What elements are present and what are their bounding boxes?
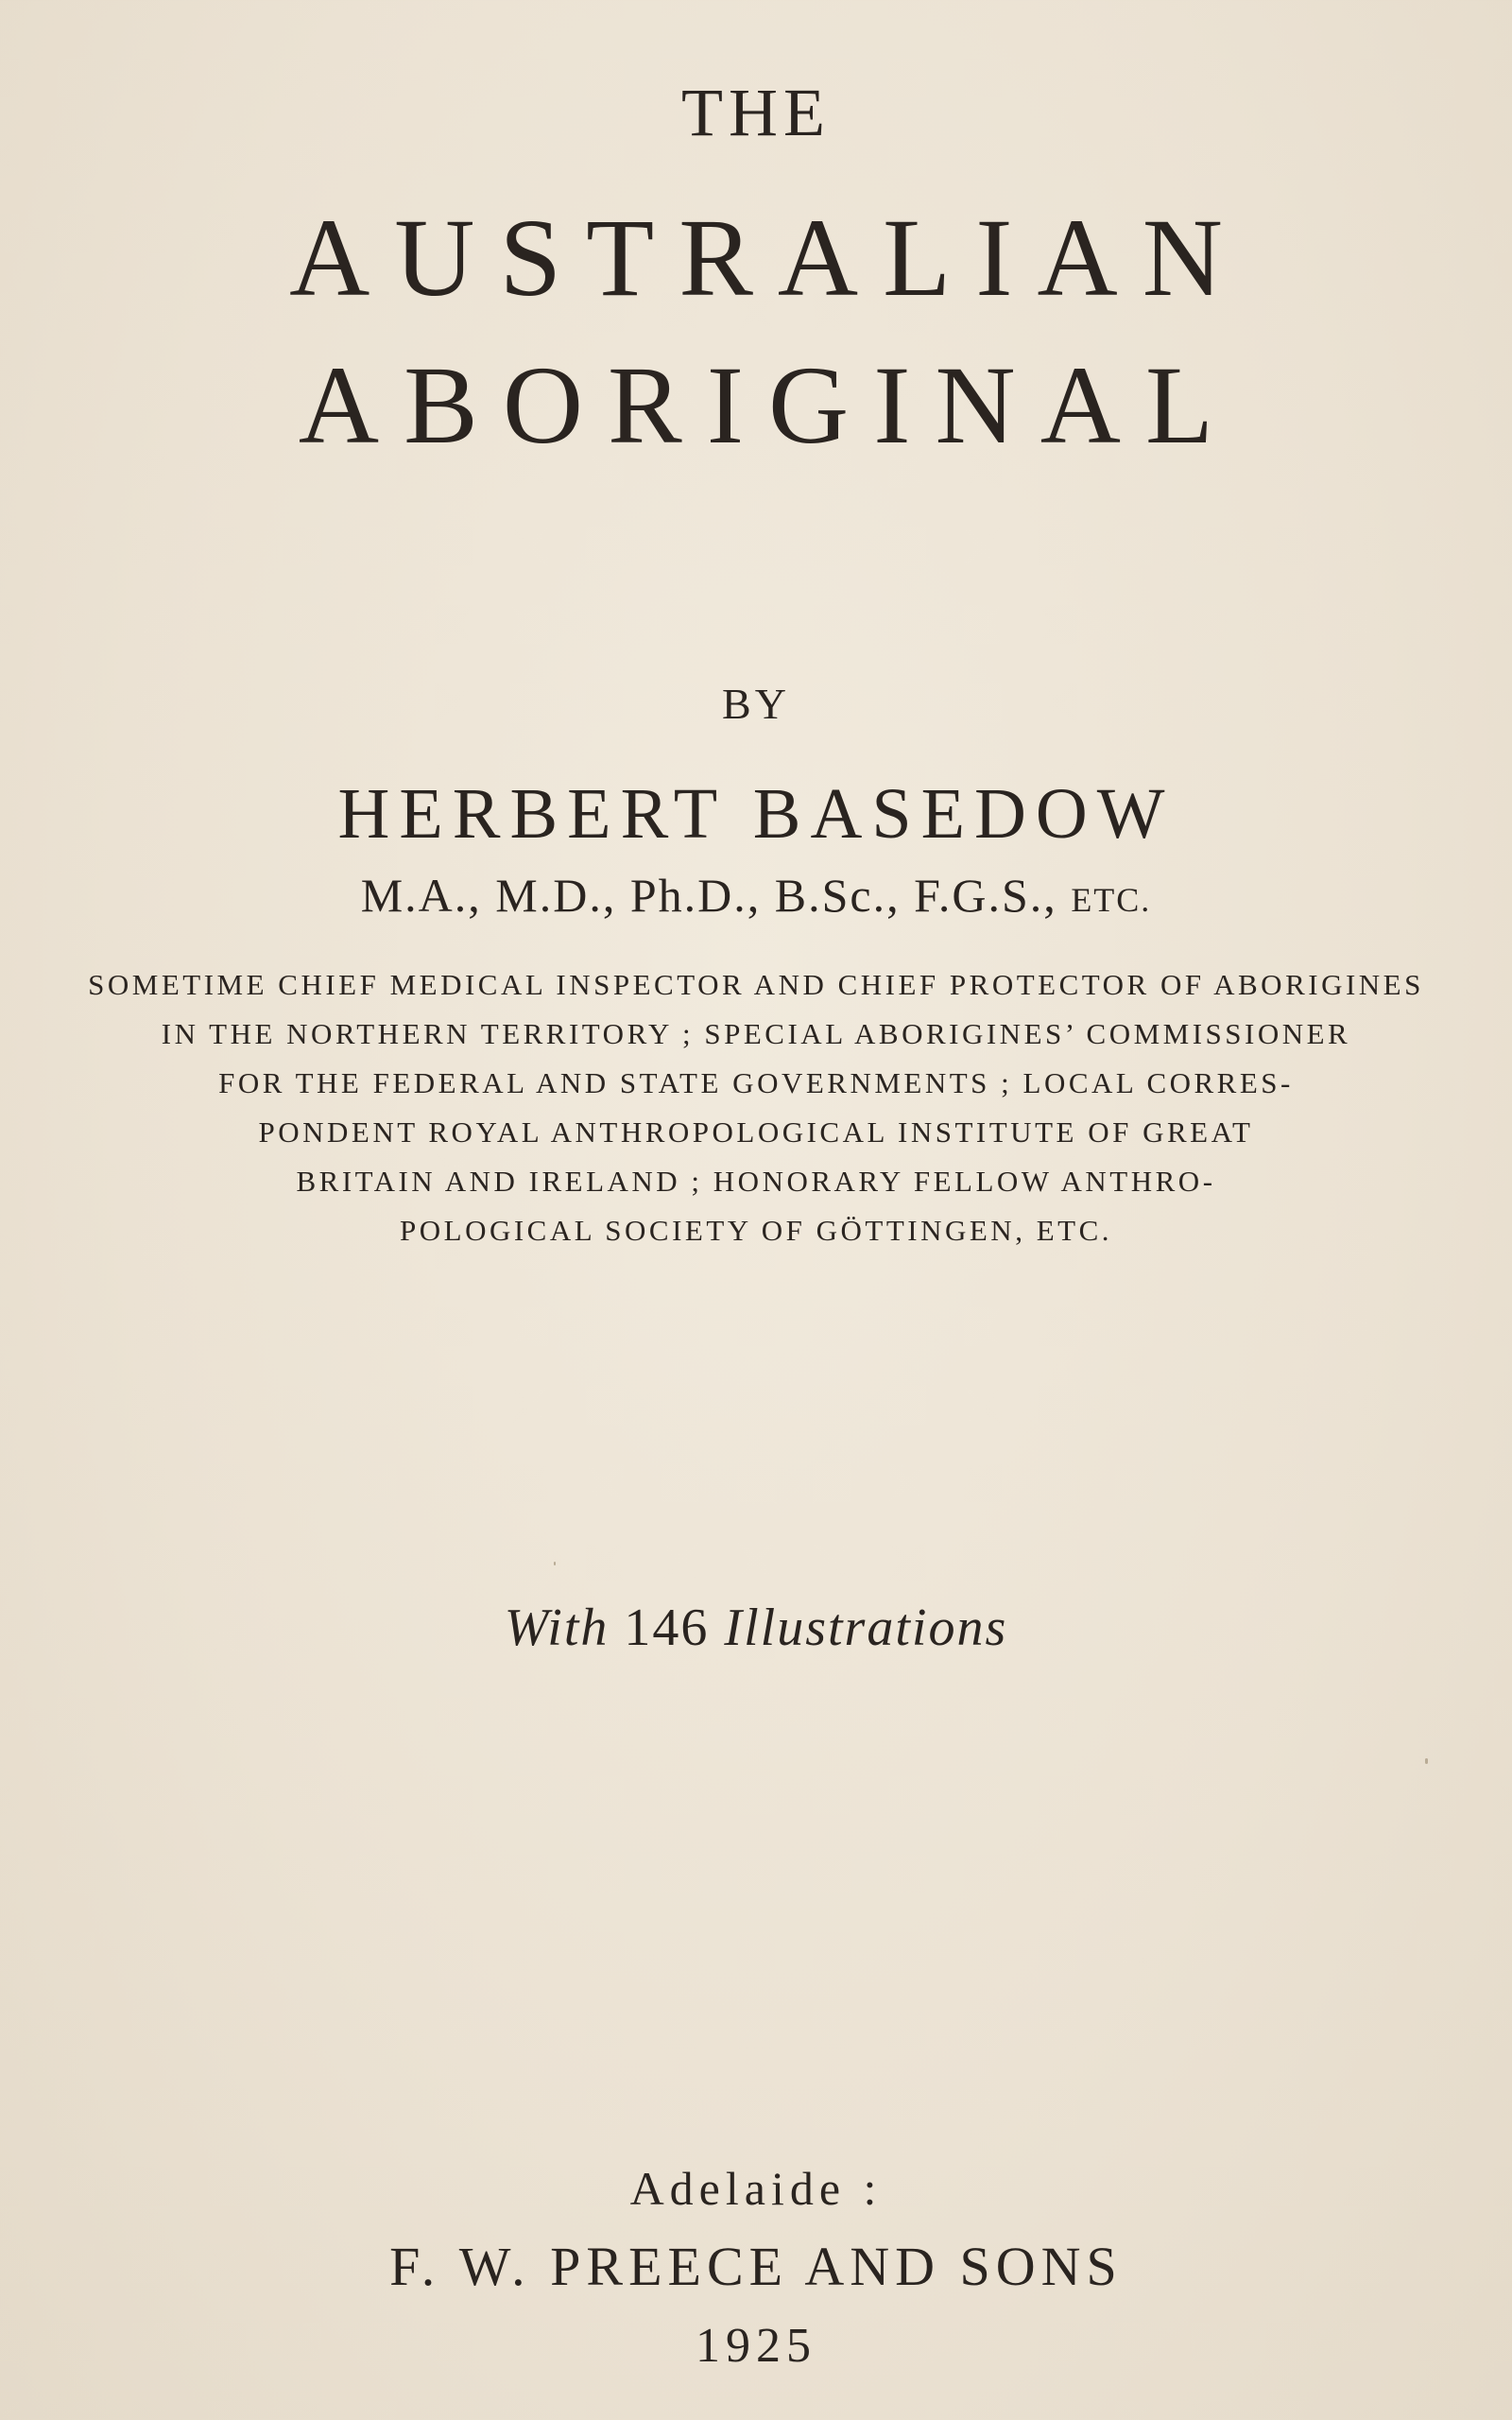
credentials-line: BRITAIN AND IRELAND ; HONORARY FELLOW ANTHRO-: [296, 1165, 1216, 1198]
degrees-main: M.A., M.D., Ph.D., B.Sc., F.G.S.,: [360, 869, 1057, 922]
author-credentials: [57, 960, 1455, 1255]
paper-speck: [554, 1562, 556, 1565]
illustrations-count: 146: [624, 1599, 710, 1657]
by-line: BY: [722, 680, 790, 728]
illustrations-note: [0, 1598, 1512, 1658]
illustrations-with: With: [504, 1599, 610, 1657]
author-degrees: [0, 868, 1512, 923]
illustrations-word: Illustrations: [724, 1599, 1008, 1657]
title-line-2: ABORIGINAL: [298, 343, 1239, 467]
publication-place: Adelaide :: [629, 2162, 883, 2215]
publisher-name: F. W. PREECE AND SONS: [389, 2236, 1123, 2297]
credentials-line: PONDENT ROYAL ANTHROPOLOGICAL INSTITUTE OF GREAT: [258, 1115, 1254, 1149]
credentials-line: SOMETIME CHIEF MEDICAL INSPECTOR AND CHIEF PROTECTOR OF ABORIGINES: [88, 968, 1424, 1001]
title-article: THE: [681, 75, 831, 150]
credentials-line: POLOGICAL SOCIETY OF GÖTTINGEN, ETC.: [400, 1214, 1112, 1247]
publication-year: 1925: [696, 2319, 816, 2373]
credentials-line: IN THE NORTHERN TERRITORY ; SPECIAL ABORIGINES’ COMMISSIONER: [161, 1017, 1351, 1050]
degrees-etc: ETC.: [1071, 881, 1152, 919]
credentials-line: FOR THE FEDERAL AND STATE GOVERNMENTS ; LOCAL CORRES-: [218, 1066, 1294, 1099]
paper-speck: [1425, 1758, 1428, 1764]
title-line-1: AUSTRALIAN: [289, 196, 1247, 320]
author-name: HERBERT BASEDOW: [337, 774, 1175, 854]
